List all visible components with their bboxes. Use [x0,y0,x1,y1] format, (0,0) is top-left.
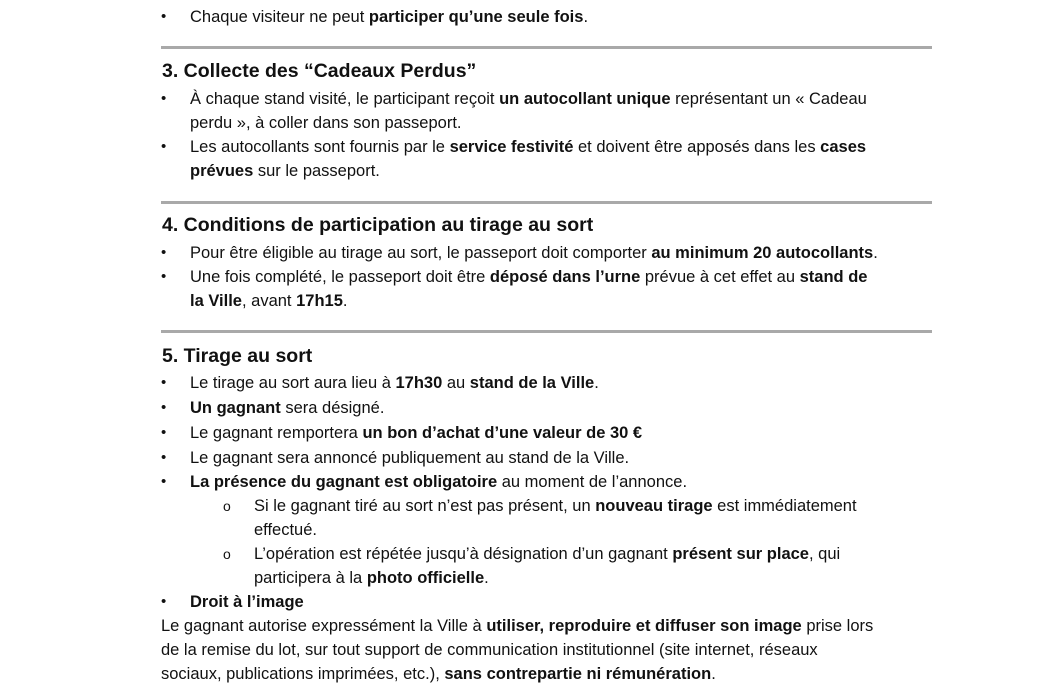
list-item: À chaque stand visité, le participant reçoit un autocollant unique représentant un « Cadeau [190,90,867,108]
bullet-marker: • [161,449,167,466]
circle-bullet-marker: o [223,546,231,562]
sub-list-item: Si le gagnant tiré au sort n’est pas présent, un nouveau tirage est immédiatement [254,497,857,515]
sub-list-item: L’opération est répétée jusqu’à désignation d’un gagnant présent sur place, qui [254,545,841,563]
bullet-marker: • [161,593,167,610]
bullet-marker: • [161,90,167,107]
list-item: Chaque visiteur ne peut participer qu’une seule fois. [190,8,589,26]
section-heading-5: 5. Tirage au sort [162,345,313,367]
bullet-marker: • [161,399,167,416]
sub-list-item-continuation: participera à la photo officielle. [254,569,489,587]
list-item: Une fois complété, le passeport doit être déposé dans l’urne prévue à cet effet au stand de [190,268,868,286]
bullet-marker: • [161,374,167,391]
paragraph-line: sociaux, publications imprimées, etc.), sans contrepartie ni rémunération. [161,665,716,683]
section-divider [161,46,932,49]
paragraph-line: Le gagnant autorise expressément la Ville à utiliser, reproduire et diffuser son image prise lors [161,617,874,635]
list-item-continuation: la Ville, avant 17h15. [190,292,348,310]
list-item: Pour être éligible au tirage au sort, le passeport doit comporter au minimum 20 autocollants. [190,244,878,262]
list-item: Le gagnant sera annoncé publiquement au stand de la Ville. [190,449,630,467]
bullet-marker: • [161,424,167,441]
bullet-marker: • [161,268,167,285]
bullet-marker: • [161,138,167,155]
bullet-marker: • [161,244,167,261]
list-item: La présence du gagnant est obligatoire au moment de l’annonce. [190,473,688,491]
bullet-marker: • [161,473,167,490]
paragraph-line: de la remise du lot, sur tout support de communication institutionnel (site internet, réseaux [161,641,818,659]
section-heading-4: 4. Conditions de participation au tirage au sort [162,214,594,236]
section-divider [161,330,932,333]
section-divider [161,201,932,204]
section-heading-3: 3. Collecte des “Cadeaux Perdus” [162,60,477,82]
bullet-marker: • [161,8,167,25]
sub-list-item-continuation: effectué. [254,521,317,539]
list-item-continuation: prévues sur le passeport. [190,162,380,180]
circle-bullet-marker: o [223,498,231,514]
list-item-continuation: perdu », à coller dans son passeport. [190,114,462,132]
list-item: Un gagnant sera désigné. [190,399,385,417]
list-item: Droit à l’image [190,593,304,611]
list-item: Les autocollants sont fournis par le service festivité et doivent être apposés dans les cases [190,138,867,156]
list-item: Le tirage au sort aura lieu à 17h30 au stand de la Ville. [190,374,599,392]
list-item: Le gagnant remportera un bon d’achat d’une valeur de 30 € [190,424,643,442]
